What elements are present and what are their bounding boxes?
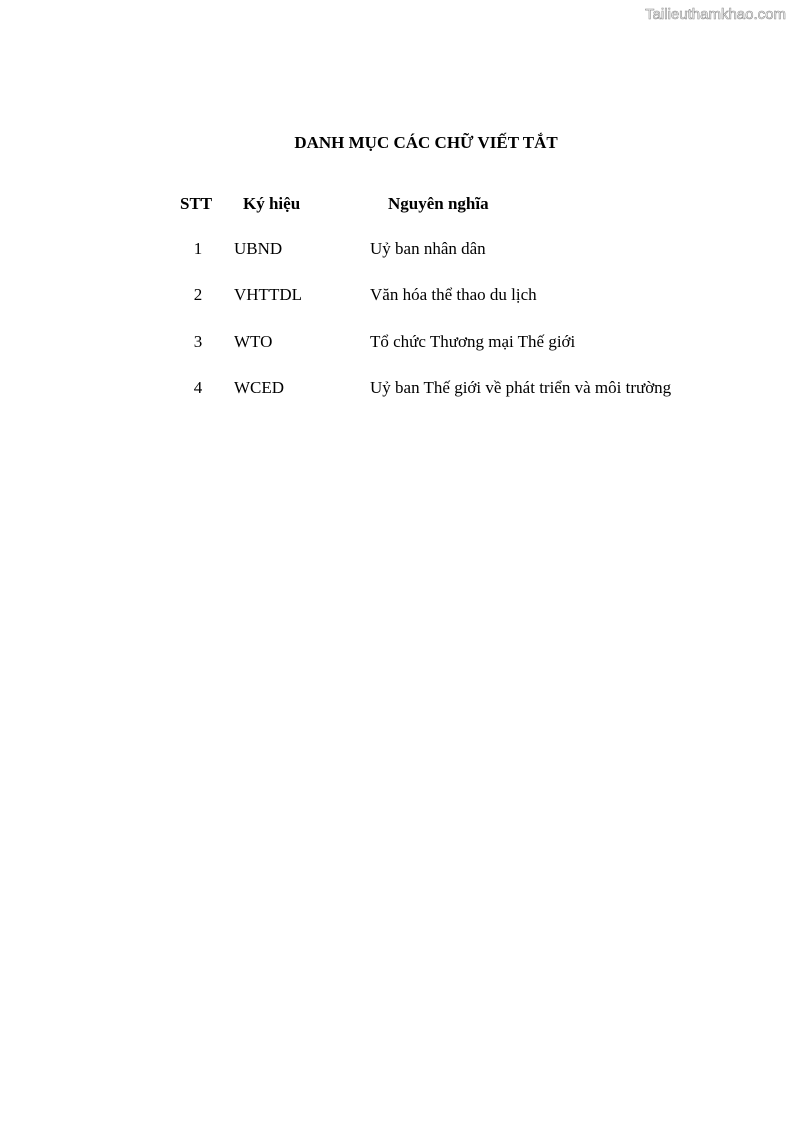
header-stt: STT xyxy=(180,194,213,213)
watermark: Tailieuthamkhao.com xyxy=(645,6,786,23)
table-row xyxy=(0,332,794,356)
table-row xyxy=(0,378,794,402)
row-meaning: Tổ chức Thương mại Thế giới xyxy=(370,332,576,351)
row-meaning: Uỷ ban Thế giới về phát triển và môi trường xyxy=(370,378,672,397)
row-stt: 2 xyxy=(193,285,203,304)
page-title: DANH MỤC CÁC CHỮ VIẾT TẮT xyxy=(294,133,558,152)
table-row xyxy=(0,239,794,263)
row-symbol: VHTTDL xyxy=(234,285,302,304)
row-symbol: WTO xyxy=(234,332,273,351)
row-symbol: WCED xyxy=(234,378,285,397)
header-meaning: Nguyên nghĩa xyxy=(388,194,489,213)
row-stt: 1 xyxy=(193,239,203,258)
table-row xyxy=(0,285,794,309)
row-stt: 4 xyxy=(193,378,203,397)
row-stt: 3 xyxy=(193,332,203,351)
row-meaning: Uỷ ban nhân dân xyxy=(370,239,486,258)
row-meaning: Văn hóa thể thao du lịch xyxy=(370,285,537,304)
row-symbol: UBND xyxy=(234,239,283,258)
header-symbol: Ký hiệu xyxy=(243,194,301,213)
